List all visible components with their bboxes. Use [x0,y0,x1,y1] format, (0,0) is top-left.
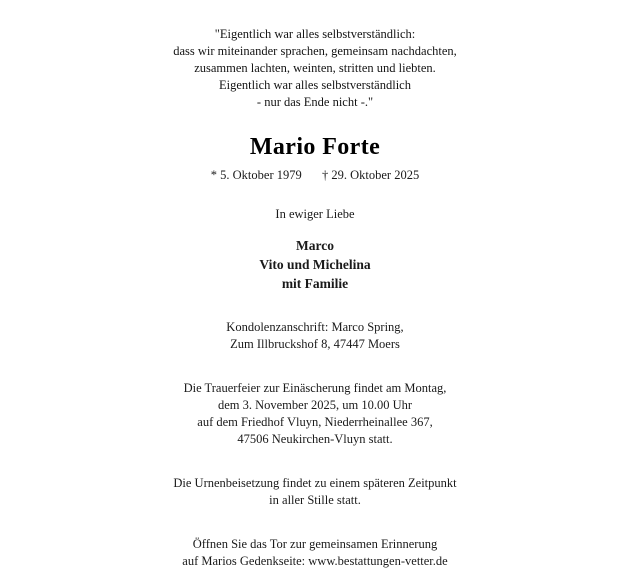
ceremony-line-3: auf dem Friedhof Vluyn, Niederrheinallee 367, [197,415,433,429]
family-line-1: Marco [296,238,334,253]
condolence-line-2: Zum Illbruckshof 8, 47447 Moers [230,337,400,351]
quote-line-1: "Eigentlich war alles selbstverständlich: [214,27,416,41]
memorial-page-block [40,536,590,570]
family-line-2: Vito und Michelina [259,257,371,272]
memorial-line-2: auf Marios Gedenkseite: www.bestattungen-vetter.de [182,554,448,568]
quote-line-4: Eigentlich war alles selbstverständlich [219,78,411,92]
love-intro: In ewiger Liebe [275,207,355,221]
quote-block [40,26,590,111]
ceremony-line-4: 47506 Neukirchen-Vluyn statt. [237,432,393,446]
quote-line-2: dass wir miteinander sprachen, gemeinsam nachdachten, [173,44,457,58]
birth-date: * 5. Oktober 1979 [210,168,302,182]
memorial-line-1: Öffnen Sie das Tor zur gemeinsamen Erinnerung [192,537,438,551]
ceremony-line-2: dem 3. November 2025, um 10.00 Uhr [217,398,413,412]
death-date: † 29. Oktober 2025 [322,168,420,182]
ceremony-block [40,380,590,448]
condolence-address-block [40,319,590,353]
family-block [40,236,590,293]
ceremony-line-1: Die Trauerfeier zur Einäscherung findet am Montag, [183,381,447,395]
quote-line-3: zusammen lachten, weinten, stritten und liebten. [194,61,436,75]
life-dates [40,167,590,183]
urn-line-2: in aller Stille statt. [269,493,361,507]
condolence-line-1: Kondolenzanschrift: Marco Spring, [226,320,404,334]
quote-line-5: - nur das Ende nicht -." [256,95,374,109]
urn-line-1: Die Urnenbeisetzung findet zu einem späteren Zeitpunkt [173,476,457,490]
family-line-3: mit Familie [281,276,349,291]
deceased-name: Mario Forte [249,134,381,160]
urn-burial-block [40,475,590,509]
